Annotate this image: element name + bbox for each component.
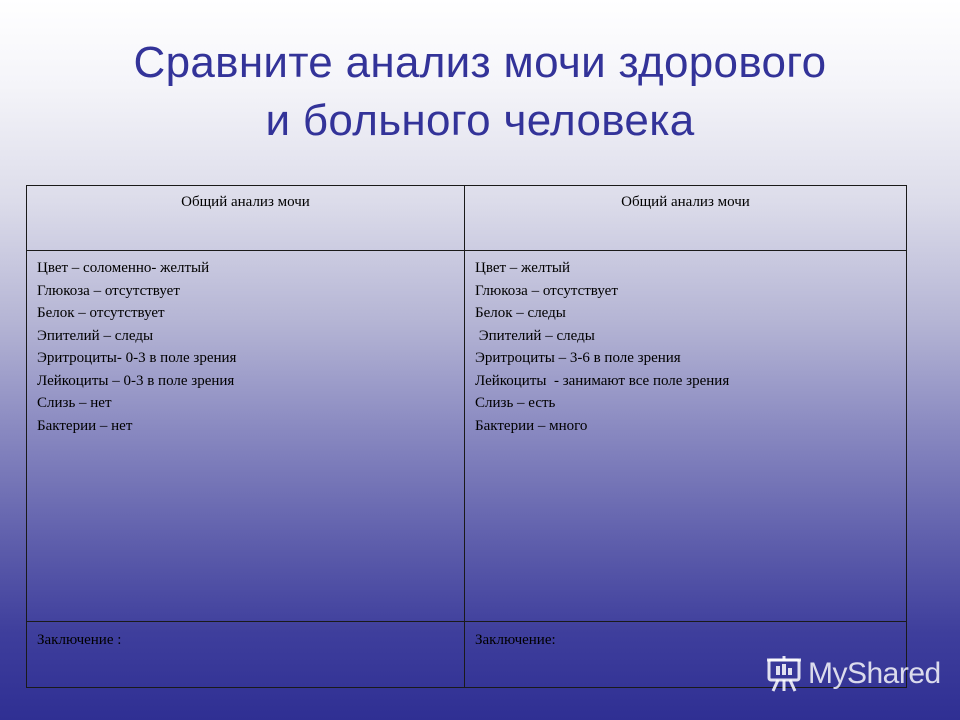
title-line-2: и больного человека <box>265 96 695 145</box>
conclusion-label: Заключение : <box>37 632 122 648</box>
list-item: Бактерии – нет <box>37 417 133 434</box>
healthy-results-cell <box>27 251 465 622</box>
header-label: Общий анализ мочи <box>621 194 750 210</box>
list-item: Слизь – нет <box>37 395 112 411</box>
list-item: Цвет – желтый <box>475 260 571 276</box>
list-item: Глюкоза – отсутствует <box>37 282 180 299</box>
myshared-watermark <box>766 654 941 694</box>
sick-results-cell <box>465 251 907 622</box>
list-item: Лейкоциты - занимают все поле зрения <box>475 372 730 389</box>
watermark-text: MyShared <box>808 657 941 690</box>
list-item: Эритроциты- 0-3 в поле зрения <box>37 350 237 366</box>
list-item: Слизь – есть <box>475 395 556 411</box>
table-header-row <box>27 186 907 251</box>
conclusion-cell-healthy <box>27 622 465 688</box>
conclusion-label: Заключение: <box>475 632 556 648</box>
header-cell-healthy <box>27 186 465 251</box>
list-item: Эритроциты – 3-6 в поле зрения <box>475 350 681 366</box>
list-item: Белок – следы <box>475 305 566 321</box>
slide-title <box>0 34 960 150</box>
list-item: Глюкоза – отсутствует <box>475 282 618 299</box>
header-label: Общий анализ мочи <box>181 194 310 210</box>
list-item: Бактерии – много <box>475 417 588 434</box>
list-item: Эпителий – следы <box>37 327 154 344</box>
healthy-results-list <box>27 251 464 437</box>
title-line-1: Сравните анализ мочи здорового <box>133 38 827 87</box>
urine-analysis-table <box>26 185 907 688</box>
table-body-row <box>27 251 907 622</box>
header-cell-sick <box>465 186 907 251</box>
presentation-board-icon <box>766 655 802 693</box>
list-item: Эпителий – следы <box>475 327 595 344</box>
list-item: Белок – отсутствует <box>37 305 165 321</box>
list-item: Цвет – соломенно- желтый <box>37 260 210 276</box>
list-item: Лейкоциты – 0-3 в поле зрения <box>37 372 235 389</box>
sick-results-list <box>465 251 906 437</box>
